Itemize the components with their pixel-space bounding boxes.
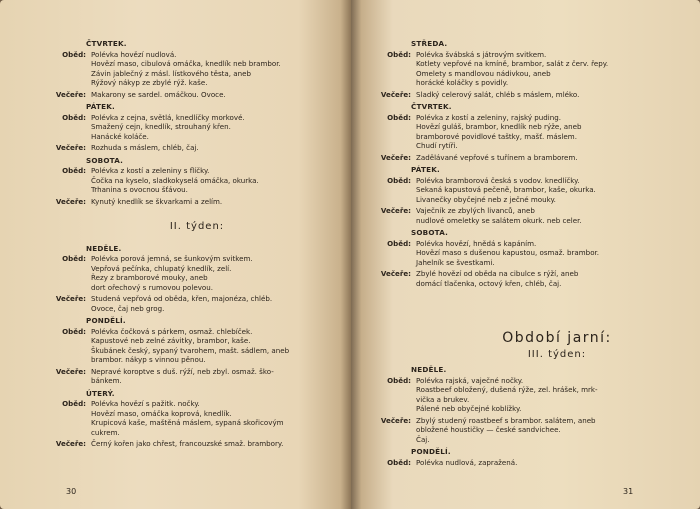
meal-label: Večeře: bbox=[380, 415, 411, 425]
meal-items bbox=[91, 113, 342, 142]
menu-line: vička a brukev. bbox=[416, 394, 470, 404]
meal-label: Oběd: bbox=[62, 326, 86, 336]
meal-items bbox=[91, 197, 342, 207]
day-heading: NEDĚLE. bbox=[411, 365, 447, 374]
day-block bbox=[377, 228, 677, 288]
menu-line: Ovoce, čaj neb grog. bbox=[91, 303, 165, 313]
meal-items bbox=[416, 153, 677, 163]
meal-row bbox=[377, 153, 677, 163]
menu-line: Polévka bramborová česká s vodov. knedlíčky. bbox=[416, 175, 580, 185]
menu-line: Krupicová kaše, maštěná máslem, sypaná skořicovým bbox=[91, 418, 284, 427]
meal-row bbox=[377, 239, 677, 268]
meal-row bbox=[52, 254, 342, 292]
meal-row bbox=[377, 458, 677, 468]
meal-row bbox=[52, 439, 342, 449]
meal-label: Oběd: bbox=[387, 457, 411, 467]
meal-items bbox=[416, 269, 677, 288]
menu-line: Čočka na kyselo, sladkokyselá omáčka, okurka. bbox=[91, 175, 259, 185]
meal-label: Oběd: bbox=[387, 175, 411, 185]
meal-items bbox=[416, 239, 677, 268]
menu-line: Hanácké koláče. bbox=[91, 131, 149, 141]
menu-line: Makarony se sardel. omáčkou. Ovoce. bbox=[91, 89, 226, 99]
meal-row bbox=[377, 376, 677, 414]
day-heading: SOBOTA. bbox=[86, 155, 124, 165]
day-block bbox=[52, 39, 342, 99]
menu-line: Sladký celerový salát, chléb s máslem, mléko. bbox=[416, 89, 580, 99]
meal-label: Oběd: bbox=[62, 112, 86, 122]
meal-label: Oběd: bbox=[387, 49, 411, 59]
menu-line: Nepravé koroptve s duš. rýží, neb zbyl. osmaž. ško- bbox=[91, 366, 274, 376]
meal-label: Večeře: bbox=[380, 269, 411, 278]
meal-row bbox=[52, 327, 342, 365]
menu-line: Omelety s mandlovou nádivkou, aneb bbox=[416, 68, 551, 78]
menu-line: Pálené neb obyčejné koblížky. bbox=[416, 404, 522, 413]
menu-line: Kapustové neb zelné závitky, brambor, kaše. bbox=[91, 336, 251, 345]
menu-line: nudlové omeletky se salátem okurk. neb celer. bbox=[416, 215, 582, 225]
menu-line: bánkem. bbox=[91, 376, 122, 385]
meal-label: Oběd: bbox=[62, 254, 86, 263]
menu-line: Smažený cejn, knedlík, strouhaný křen. bbox=[91, 122, 231, 131]
meal-items bbox=[91, 294, 342, 313]
meal-row bbox=[52, 90, 342, 100]
day-heading: PONDĚLÍ. bbox=[411, 447, 451, 456]
day-block bbox=[377, 365, 677, 444]
menu-line: Kynutý knedlík se škvarkami a zelím. bbox=[91, 196, 223, 206]
meal-label: Oběd: bbox=[62, 166, 86, 175]
day-block bbox=[377, 102, 677, 162]
meal-items bbox=[91, 90, 342, 100]
menu-line: Hovězí maso, omáčka koprová, knedlík. bbox=[91, 408, 232, 418]
meal-row bbox=[377, 416, 677, 445]
day-block bbox=[52, 156, 342, 207]
meal-row bbox=[377, 113, 677, 151]
menu-line: Polévka hovězí, hnědá s kapáním. bbox=[416, 238, 537, 248]
menu-line: Zadělávané vepřové s tuřínem a bramborem. bbox=[416, 152, 578, 162]
menu-line: Roastbeef obložený, dušená rýže, zel. hrášek, mrk- bbox=[416, 385, 598, 394]
meal-label: Oběd: bbox=[387, 238, 411, 248]
meal-items bbox=[416, 376, 677, 414]
menu-line: Livanečky obyčejné neb z ječné mouky. bbox=[416, 194, 556, 204]
meal-items bbox=[416, 458, 677, 468]
meal-items bbox=[91, 254, 342, 292]
meal-label: Oběd: bbox=[387, 112, 411, 122]
meal-items bbox=[416, 206, 677, 225]
menu-line: cukrem. bbox=[91, 427, 120, 437]
meal-row bbox=[52, 143, 342, 153]
day-heading: PONDĚLÍ. bbox=[86, 316, 126, 325]
menu-line: Řezy z bramborové mouky, aneb bbox=[91, 273, 208, 282]
week-heading: II. týden: bbox=[169, 221, 225, 232]
meal-label: Večeře: bbox=[380, 152, 411, 162]
season-heading: Období jarní: bbox=[502, 330, 612, 346]
menu-line: Škubánek český, sypaný tvarohem, mašt. sádlem, aneb bbox=[91, 345, 290, 355]
day-block bbox=[52, 102, 342, 153]
menu-line: Chudí rytíři. bbox=[416, 141, 458, 150]
meal-row bbox=[377, 269, 677, 288]
meal-row bbox=[52, 197, 342, 207]
menu-line: Polévka z cejna, světlá, knedlíčky morkové. bbox=[91, 112, 245, 122]
meal-label: Večeře: bbox=[380, 206, 411, 215]
meal-items bbox=[416, 113, 677, 151]
meal-items bbox=[91, 166, 342, 195]
meal-items bbox=[91, 327, 342, 365]
meal-label: Oběd: bbox=[387, 375, 411, 385]
menu-line: Jahelník se švestkami. bbox=[416, 257, 495, 267]
meal-label: Večeře: bbox=[55, 366, 86, 376]
meal-label: Večeře: bbox=[55, 143, 86, 152]
meal-items bbox=[91, 439, 342, 449]
menu-line: brambor. nákyp s vinnou pěnou. bbox=[91, 355, 206, 364]
right-page-number: 31 bbox=[623, 487, 634, 496]
meal-label: Večeře: bbox=[55, 196, 86, 206]
day-heading: ČTVRTEK. bbox=[411, 102, 452, 111]
meal-items bbox=[416, 176, 677, 205]
menu-line: Sekaná kapustová pečeně, brambor, kaše, okurka. bbox=[416, 185, 596, 194]
meal-items bbox=[416, 416, 677, 445]
menu-line: Vepřová pečínka, chlupatý knedlík, zelí. bbox=[91, 263, 232, 273]
meal-label: Večeře: bbox=[55, 439, 86, 448]
menu-line: Čaj. bbox=[416, 434, 430, 444]
menu-line: Polévka hovězí s pažitk. nočky. bbox=[91, 399, 200, 408]
day-heading: SOBOTA. bbox=[411, 228, 449, 237]
menu-line: Studená vepřová od oběda, křen, majonéza, chléb. bbox=[91, 294, 273, 303]
menu-line: Vaječník ze zbylých livanců, aneb bbox=[416, 206, 535, 215]
menu-line: Zbylé hovězí od oběda na cibulce s rýží, aneb bbox=[416, 269, 579, 278]
day-heading: ÚTERÝ. bbox=[86, 388, 115, 398]
menu-line: Polévka rajská, vaječné nočky. bbox=[416, 375, 524, 385]
menu-line: Polévka nudlová, zapražená. bbox=[416, 457, 518, 467]
day-heading: PÁTEK. bbox=[86, 102, 115, 111]
left-page-number: 30 bbox=[66, 487, 77, 496]
day-heading: PÁTEK. bbox=[411, 165, 440, 174]
meal-row bbox=[377, 176, 677, 205]
meal-label: Oběd: bbox=[62, 399, 86, 408]
menu-line: Polévka švábská s játrovým svitkem. bbox=[416, 49, 547, 59]
menu-line: Hovězí maso, cibulová omáčka, knedlík neb brambor. bbox=[91, 59, 281, 68]
meal-items bbox=[91, 399, 342, 437]
day-block bbox=[377, 39, 677, 99]
meal-items bbox=[416, 50, 677, 88]
menu-line: Kotlety vepřové na kmíně, brambor, salát z červ. řepy. bbox=[416, 59, 609, 68]
week-heading: III. týden: bbox=[527, 348, 587, 360]
meal-row bbox=[52, 399, 342, 437]
menu-line: Trhanina s ovocnou šťávou. bbox=[91, 185, 188, 194]
menu-line: Hovězí maso s dušenou kapustou, osmaž. brambor. bbox=[416, 248, 600, 257]
menu-line: Rozhuda s máslem, chléb, čaj. bbox=[91, 143, 199, 152]
meal-row bbox=[52, 166, 342, 195]
left-page-menu bbox=[52, 36, 342, 451]
meal-label: Večeře: bbox=[55, 89, 86, 99]
menu-line: Závin jablečný z másl. lístkového těsta, aneb bbox=[91, 68, 252, 78]
menu-line: Hovězí guláš, brambor, knedlík neb rýže, aneb bbox=[416, 122, 582, 131]
day-heading: ČTVRTEK. bbox=[86, 39, 127, 48]
menu-line: Polévka čočková s párkem, osmaž. chlebíček. bbox=[91, 326, 253, 336]
menu-line: obložené houstičky — české sandvichee. bbox=[416, 425, 561, 434]
day-block bbox=[377, 165, 677, 225]
meal-label: Oběd: bbox=[62, 49, 86, 59]
menu-line: horácké koláčky s povidly. bbox=[416, 78, 509, 87]
meal-row bbox=[52, 294, 342, 313]
meal-items bbox=[91, 143, 342, 153]
meal-items bbox=[416, 90, 677, 100]
menu-line: Polévka porová jemná, se šunkovým svitkem. bbox=[91, 254, 253, 263]
day-block bbox=[52, 389, 342, 449]
meal-row bbox=[377, 50, 677, 88]
day-heading: NEDĚLE. bbox=[86, 243, 122, 253]
menu-line: dort ořechový s rumovou polevou. bbox=[91, 282, 214, 292]
menu-line: domácí tlačenka, octový křen, chléb, čaj. bbox=[416, 278, 562, 288]
day-heading: STŘEDA. bbox=[411, 39, 448, 48]
menu-line: Zbylý studený roastbeef s brambor. salátem, aneb bbox=[416, 415, 596, 425]
right-page-menu bbox=[377, 36, 677, 469]
meal-row bbox=[377, 206, 677, 225]
meal-items bbox=[91, 367, 342, 386]
meal-row bbox=[377, 90, 677, 100]
day-block bbox=[52, 244, 342, 314]
menu-line: Černý kořen jako chřest, francouzské smaž. brambory. bbox=[91, 439, 284, 448]
day-block bbox=[52, 316, 342, 386]
meal-label: Večeře: bbox=[55, 294, 86, 303]
menu-line: Polévka z kostí a zeleniny s flíčky. bbox=[91, 166, 210, 175]
menu-line: Polévka z kostí a zeleniny, rajský puding. bbox=[416, 112, 562, 122]
day-block bbox=[377, 447, 677, 467]
meal-row bbox=[52, 50, 342, 88]
meal-row bbox=[52, 367, 342, 386]
meal-items bbox=[91, 50, 342, 88]
menu-line: Rýžový nákyp ze zbylé rýž. kaše. bbox=[91, 78, 208, 87]
meal-row bbox=[52, 113, 342, 142]
menu-line: bramborové povidlové taštky, mašť. máslem. bbox=[416, 131, 577, 141]
meal-label: Večeře: bbox=[380, 89, 411, 99]
menu-line: Polévka hovězí nudlová. bbox=[91, 49, 177, 59]
